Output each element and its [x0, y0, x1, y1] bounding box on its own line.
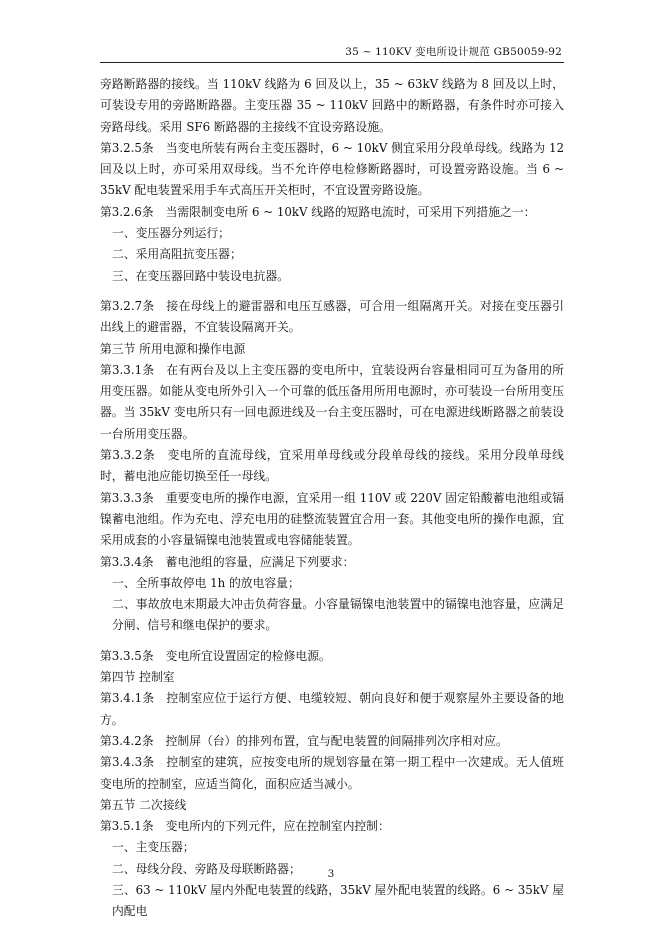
clause-number: 第3.3.5条	[100, 648, 154, 663]
page-body	[100, 74, 564, 923]
paragraph-text: 旁路断路器的接线。当 110kV 线路为 6 回及以上，35 ~ 63kV 线路为 8 回及以上时，可装设专用的旁路断路器。主变压器 35 ~ 110kV 回路中的断路器，有条件时亦可接入旁路母线。采用 SF6 断路器的主接线不宜设旁路设施。	[100, 77, 564, 134]
clause-text: 控制屏（台）的排列布置，宜与配电装置的间隔排列次序相对应。	[165, 733, 508, 748]
clause-number: 第3.2.5条	[100, 140, 154, 155]
clause-number: 第3.3.3条	[100, 490, 154, 505]
clause-number: 第3.3.1条	[100, 362, 155, 377]
clause-3-2-7	[100, 296, 564, 339]
clause-text: 当变电所装有两台主变压器时，6 ~ 10kV 侧宜采用分段单母线。线路为 12 回及以上时，亦可采用双母线。当不允许停电检修断路器时，可设置旁路设施。当 6 ~ 35kV 配电装置采用手车式高压开关柜时，不宜设置旁路设施。	[100, 140, 564, 198]
list-item: 二、母线分段、旁路及母联断路器；	[112, 861, 301, 876]
clause-text: 重要变电所的操作电源，宜采用一组 110V 或 220V 固定铅酸蓄电池组或镉镍蓄电池组。作为充电、浮充电用的硅整流装置宜合用一套。其他变电所的操作电源，宜采用成套的小容量镉镍电池装置或电容储能装置。	[100, 490, 564, 548]
clause-3-3-1	[100, 360, 564, 445]
list-item: 一、变压器分列运行；	[112, 226, 230, 241]
clause-number: 第3.2.7条	[100, 298, 155, 313]
section-heading-3: 第三节 所用电源和操作电源	[100, 341, 246, 356]
clause-3-4-1	[100, 688, 564, 731]
clause-3-4-3	[100, 752, 564, 795]
clause-3-3-5	[100, 646, 564, 667]
clause-text: 控制室应位于运行方便、电缆较短、朝向良好和便于观察屋外主要设备的地方。	[100, 691, 564, 727]
clause-3-3-3	[100, 488, 564, 552]
clause-text: 变电所内的下列元件，应在控制室内控制：	[165, 819, 390, 834]
clause-number: 第3.3.4条	[100, 554, 154, 569]
clause-number: 第3.4.3条	[100, 755, 155, 770]
clause-3-4-2	[100, 731, 564, 752]
clause-text: 变电所的直流母线，宜采用单母线或分段单母线的接线。采用分段单母线时，蓄电池应能切换至任一母线。	[100, 448, 564, 484]
clause-number: 第3.4.1条	[100, 691, 155, 706]
clause-3-2-6	[100, 202, 564, 287]
clause-text: 当需限制变电所 6 ~ 10kV 线路的短路电流时，可采用下列措施之一：	[165, 204, 536, 219]
list-item: 二、采用高阻抗变压器；	[112, 247, 242, 262]
clause-text: 控制室的建筑，应按变电所的规划容量在第一期工程中一次建成。无人值班变电所的控制室，应适当简化，面积应适当减小。	[100, 755, 564, 791]
clause-number: 第3.2.6条	[100, 204, 154, 219]
list-item: 一、全所事故停电 1h 的放电容量；	[112, 575, 300, 590]
clause-3-3-2	[100, 445, 564, 488]
list-item: 三、63 ~ 110kV 屋内外配电装置的线路，35kV 屋外配电装置的线路。6 ~ 35kV 屋内配电	[112, 882, 564, 919]
list-item: 二、事故放电末期最大冲击负荷容量。小容量镉镍电池装置中的镉镍电池容量，应满足分闸、信号和继电保护的要求。	[112, 597, 564, 633]
running-header: 35 ~ 110KV 变电所设计规范 GB50059-92	[345, 46, 562, 58]
clause-number: 第3.3.2条	[100, 448, 156, 463]
list-item: 三、在变压器回路中装设电抗器。	[112, 268, 289, 283]
clause-text: 变电所宜设置固定的检修电源。	[165, 648, 331, 663]
clause-3-2-5	[100, 138, 564, 202]
clause-text: 在有两台及以上主变压器的变电所中，宜装设两台容量相同可互为备用的所用变压器。如能从变电所外引入一个可靠的低压备用所用电源时，亦可装设一台所用变压器。当 35kV 变电所只有一回电源进线及一台主变压器时，可在电源进线断路器之前装设一台所用变压器。	[100, 362, 564, 441]
clause-3-3-4	[100, 552, 564, 637]
paragraph-continued	[100, 74, 564, 138]
page-number: 3	[327, 868, 335, 880]
section-heading-5: 第五节 二次接线	[100, 797, 187, 812]
section-heading-4: 第四节 控制室	[100, 670, 175, 685]
list-item: 一、主变压器；	[112, 840, 195, 855]
clause-text: 接在母线上的避雷器和电压互感器，可合用一组隔离开关。对接在变压器引出线上的避雷器，不宜装设隔离开关。	[100, 298, 564, 335]
header-rule	[100, 62, 564, 63]
clause-number: 第3.5.1条	[100, 819, 154, 834]
clause-text: 蓄电池组的容量，应满足下列要求：	[165, 554, 355, 569]
clause-number: 第3.4.2条	[100, 733, 154, 748]
